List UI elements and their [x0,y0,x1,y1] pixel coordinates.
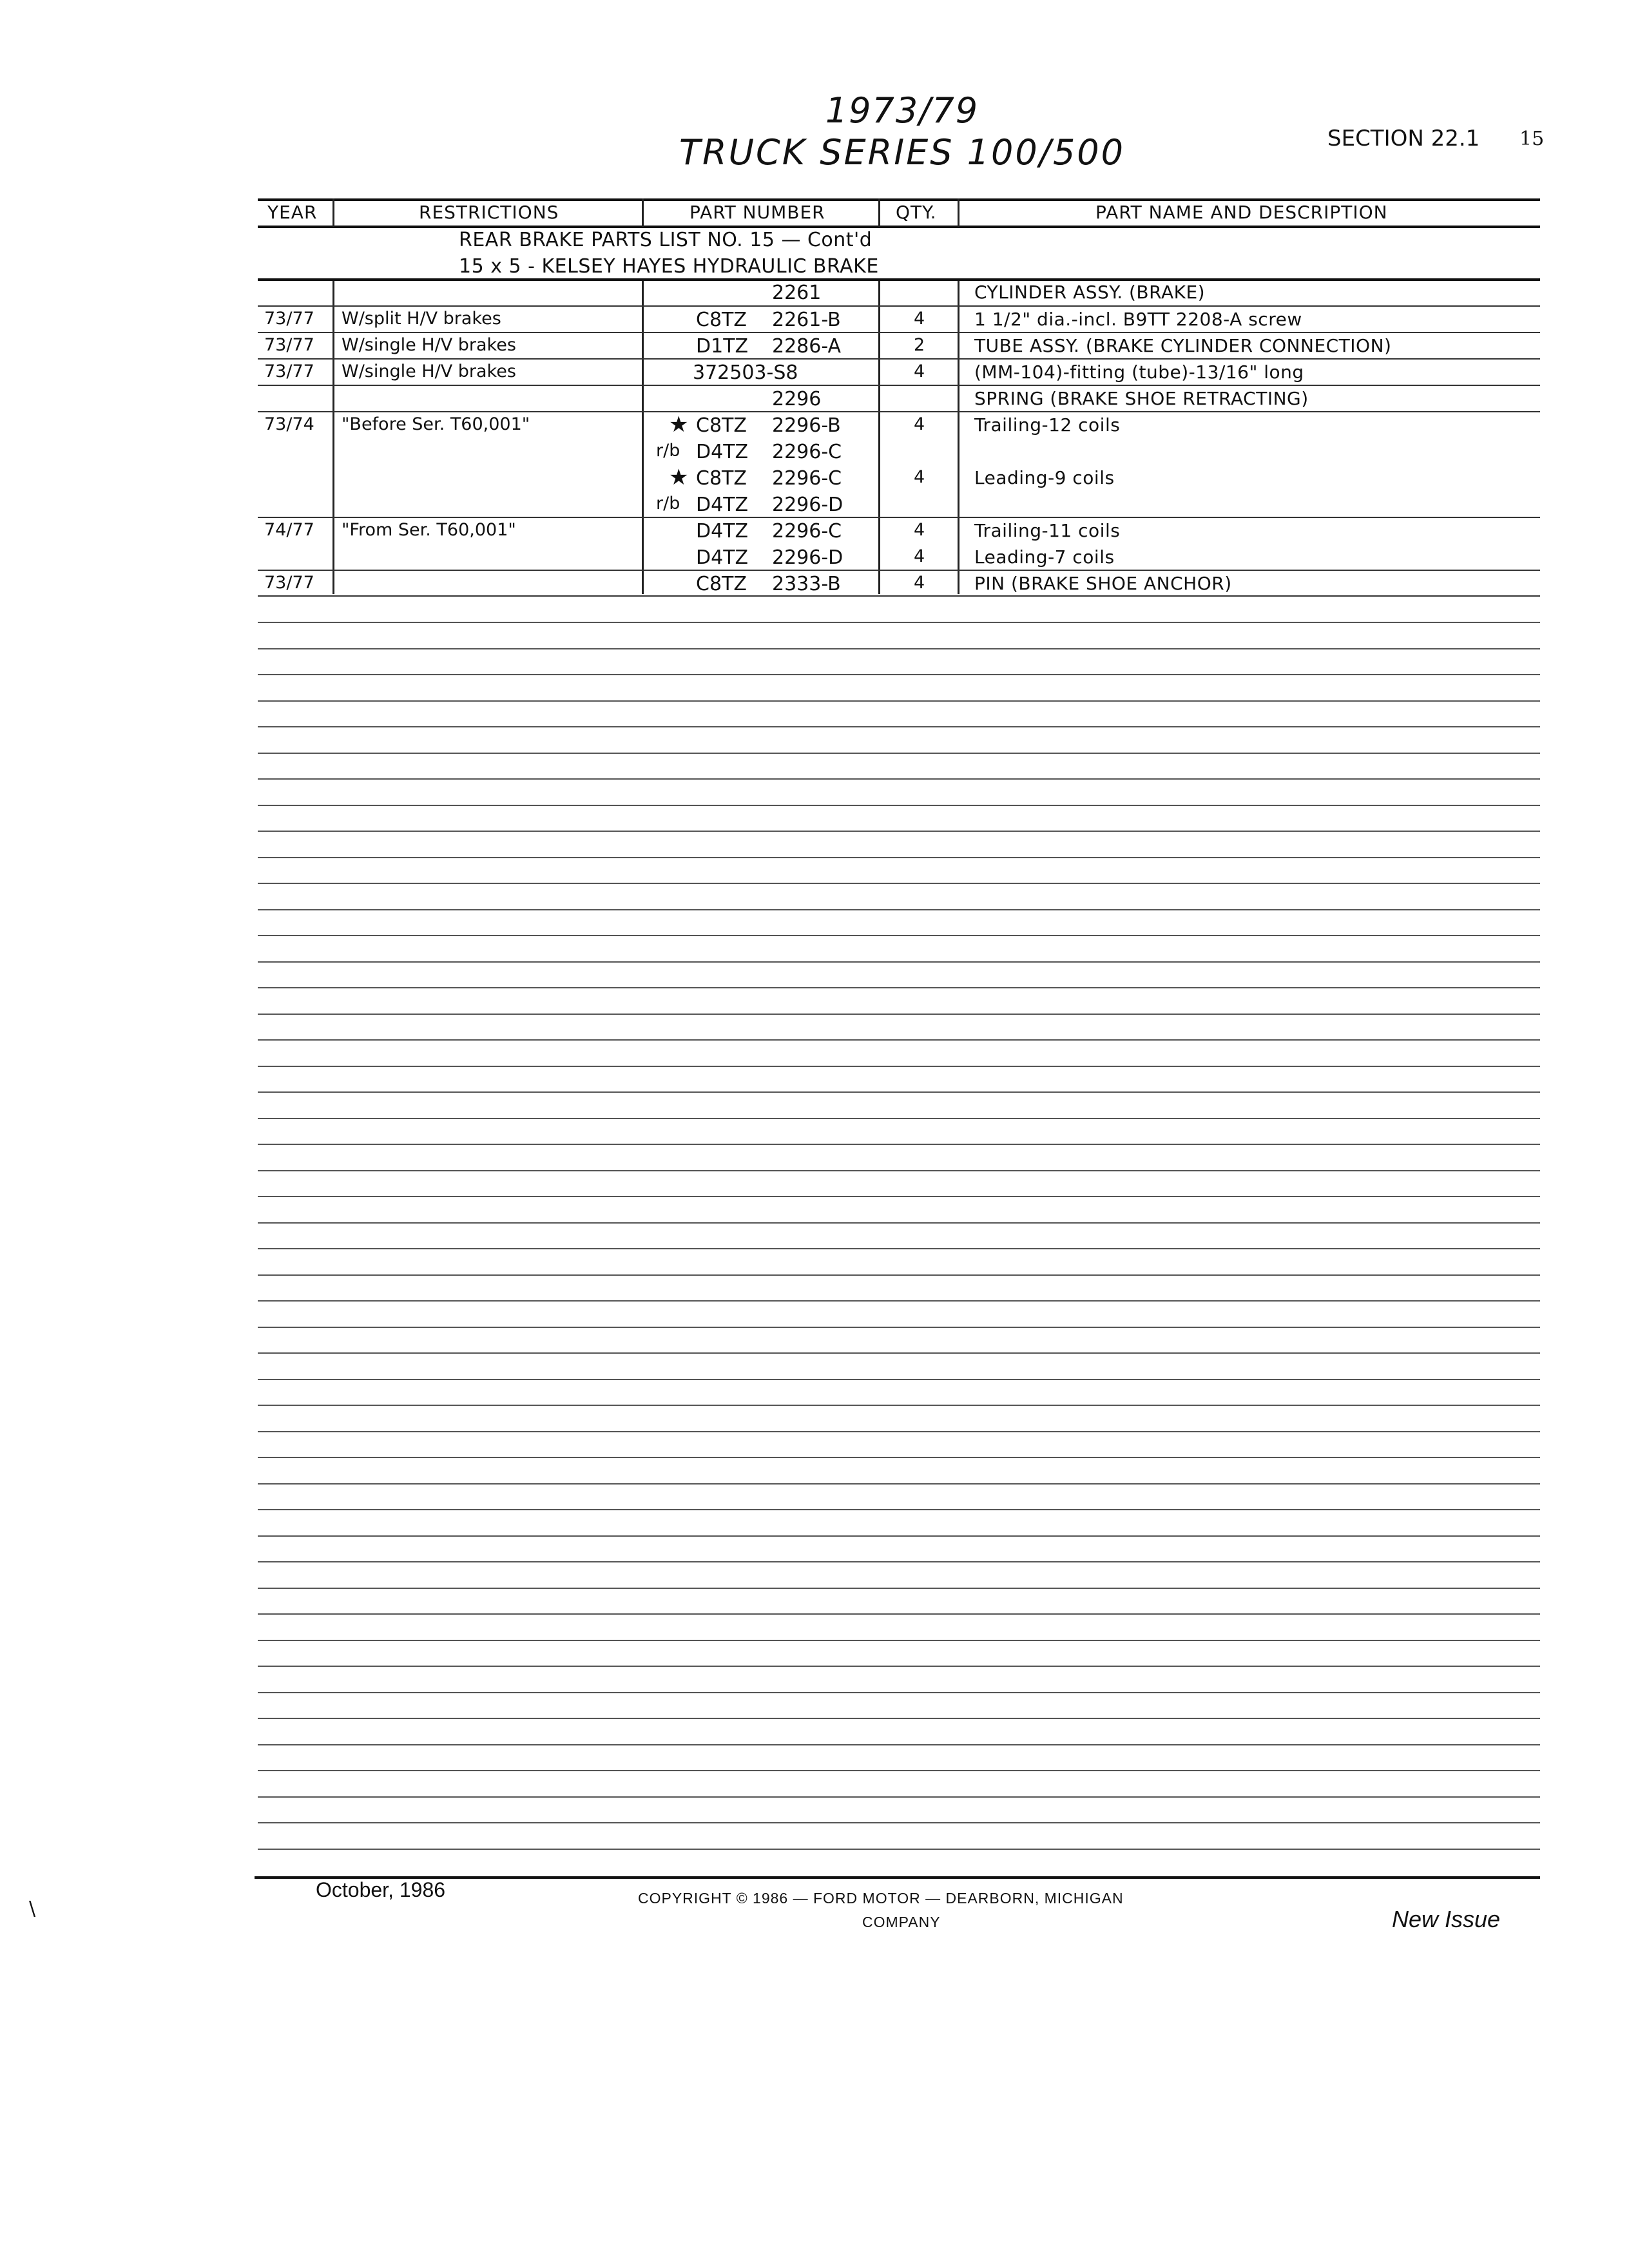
row-quantity: 4 [914,309,925,329]
row-restriction: "From Ser. T60,001" [342,520,516,540]
row-description: Trailing-11 coils [974,520,1121,541]
column-divider [878,278,880,594]
row-year: 73/77 [264,335,314,355]
blank-ruled-line [258,753,1540,754]
page-number: 15 [1519,128,1545,150]
blank-ruled-line [258,1431,1540,1432]
blank-ruled-line [258,778,1540,780]
row-description: 1 1/2" dia.-incl. B9TT 2208-A screw [974,309,1302,330]
row-separator [258,595,1540,597]
blank-ruled-line [258,805,1540,806]
blank-ruled-line [258,1849,1540,1850]
row-description: Trailing-12 coils [974,414,1121,436]
row-separator [258,332,1540,333]
row-description: Leading-9 coils [974,467,1115,488]
column-header-description: PART NAME AND DESCRIPTION [1095,202,1388,223]
blank-ruled-line [258,961,1540,963]
parts-list-title: REAR BRAKE PARTS LIST NO. 15 — Cont'd [459,229,872,251]
row-quantity: 4 [914,573,925,593]
row-description: (MM-104)-fitting (tube)-13/16" long [974,361,1304,383]
blank-ruled-line [258,831,1540,832]
column-header-qty: QTY. [896,202,937,223]
blank-ruled-line [258,883,1540,884]
row-description: CYLINDER ASSY. (BRAKE) [974,282,1206,303]
row-part-number-base: 2296-D [772,494,843,516]
row-part-number-prefix: C8TZ [696,309,747,331]
row-part-number-prefix: D4TZ [696,441,749,463]
blank-ruled-line [258,1457,1540,1458]
blank-ruled-line [258,1248,1540,1249]
header-bottom-rule [258,226,1540,228]
row-part-number-base: 2296-B [772,414,841,437]
blank-ruled-line [258,935,1540,936]
column-header-year: YEAR [267,202,318,223]
blank-ruled-line [258,1822,1540,1823]
footer-issue-status: New Issue [1392,1906,1501,1932]
row-part-number-prefix: D1TZ [696,335,749,358]
row-replaced-by-prefix: r/b [656,494,680,514]
blank-ruled-line [258,1196,1540,1197]
row-separator [258,358,1540,360]
blank-ruled-line [258,1274,1540,1276]
column-divider [333,198,334,227]
title-truck-series: TRUCK SERIES 100/500 [679,132,1126,173]
blank-ruled-line [258,1588,1540,1589]
row-restriction: "Before Ser. T60,001" [342,414,530,434]
row-part-number-base: 2296-D [772,546,843,569]
blank-ruled-line [258,1014,1540,1015]
blank-ruled-line [258,1718,1540,1719]
row-description: Leading-7 coils [974,546,1115,568]
row-part-number-base: 2296-C [772,467,842,490]
parts-list-subtitle: 15 x 5 - KELSEY HAYES HYDRAULIC BRAKE [459,255,879,278]
blank-ruled-line [258,1640,1540,1641]
blank-ruled-line [258,1300,1540,1302]
row-part-number-prefix: D4TZ [696,520,749,543]
blank-ruled-line [258,1118,1540,1119]
row-part-number-base: 2261-B [772,309,841,331]
row-quantity: 2 [914,335,925,355]
blank-ruled-line [258,1222,1540,1224]
blank-ruled-line [258,1170,1540,1171]
row-part-number-base: 2296 [772,388,822,410]
row-part-number-base: 2286-A [772,335,842,358]
blank-ruled-line [258,1535,1540,1537]
star-icon: ★ [669,412,689,437]
row-part-number-prefix: C8TZ [696,414,747,437]
blank-ruled-line [258,1666,1540,1667]
row-quantity: 4 [914,361,925,381]
row-separator [258,385,1540,386]
row-part-number-base: 2296-C [772,520,842,543]
row-part-number-prefix: D4TZ [696,494,749,516]
column-divider [958,198,959,227]
blank-ruled-line [258,1039,1540,1041]
row-part-number-base: 2333-B [772,573,841,595]
row-year: 73/74 [264,414,314,434]
row-restriction: W/single H/V brakes [342,361,516,381]
blank-ruled-line [258,1352,1540,1354]
blank-ruled-line [258,700,1540,702]
blank-ruled-line [258,674,1540,675]
footer-date: October, 1986 [316,1878,446,1901]
title-year-range: 1973/79 [825,90,979,131]
blank-ruled-line [258,1144,1540,1145]
blank-ruled-line [258,1744,1540,1745]
row-description: SPRING (BRAKE SHOE RETRACTING) [974,388,1309,409]
blank-ruled-line [258,1405,1540,1406]
column-divider [642,278,644,594]
column-header-part-number: PART NUMBER [689,202,825,223]
column-divider [642,198,644,227]
list-title-bottom-rule [258,278,1540,281]
row-part-number-prefix: C8TZ [696,573,747,595]
footer-copyright: COPYRIGHT © 1986 — FORD MOTOR — DEARBORN, MICHIGAN [638,1890,1124,1907]
column-divider [878,198,880,227]
row-part-number-prefix: 372503-S8 [693,361,798,384]
row-description: PIN (BRAKE SHOE ANCHOR) [974,573,1232,594]
column-divider [333,278,334,594]
row-quantity: 4 [914,414,925,434]
row-year: 73/77 [264,309,314,329]
blank-ruled-line [258,1327,1540,1328]
blank-ruled-line [258,1483,1540,1485]
row-restriction: W/split H/V brakes [342,309,501,329]
row-quantity: 4 [914,520,925,540]
blank-ruled-line [258,648,1540,649]
blank-ruled-line [258,909,1540,910]
row-part-number-prefix: D4TZ [696,546,749,569]
row-part-number-base: 2296-C [772,441,842,463]
row-part-number-base: 2261 [772,282,822,304]
blank-ruled-line [258,1091,1540,1093]
row-separator [258,517,1540,518]
blank-ruled-line [258,987,1540,988]
blank-ruled-line [258,1770,1540,1771]
row-separator [258,570,1540,571]
blank-ruled-line [258,1509,1540,1510]
column-header-restrictions: RESTRICTIONS [419,202,559,223]
row-year: 73/77 [264,361,314,381]
blank-ruled-line [258,1066,1540,1067]
blank-ruled-line [258,1561,1540,1562]
blank-ruled-line [258,1796,1540,1798]
table-top-rule [258,198,1540,201]
row-quantity: 4 [914,467,925,487]
margin-mark: \ [29,1898,36,1920]
row-separator [258,305,1540,307]
row-year: 74/77 [264,520,314,540]
row-part-number-prefix: C8TZ [696,467,747,490]
blank-ruled-line [258,622,1540,623]
star-icon: ★ [669,465,689,490]
blank-ruled-line [258,726,1540,727]
row-replaced-by-prefix: r/b [656,441,680,461]
footer-rule [255,1876,1540,1879]
row-description: TUBE ASSY. (BRAKE CYLINDER CONNECTION) [974,335,1392,356]
blank-ruled-line [258,1692,1540,1693]
row-restriction: W/single H/V brakes [342,335,516,355]
footer-company: COMPANY [862,1914,941,1930]
column-divider [958,278,959,594]
row-year: 73/77 [264,573,314,593]
section-label: SECTION 22.1 [1327,126,1480,151]
row-quantity: 4 [914,546,925,566]
row-separator [258,411,1540,412]
blank-ruled-line [258,1379,1540,1380]
blank-ruled-line [258,1613,1540,1615]
blank-ruled-line [258,857,1540,858]
